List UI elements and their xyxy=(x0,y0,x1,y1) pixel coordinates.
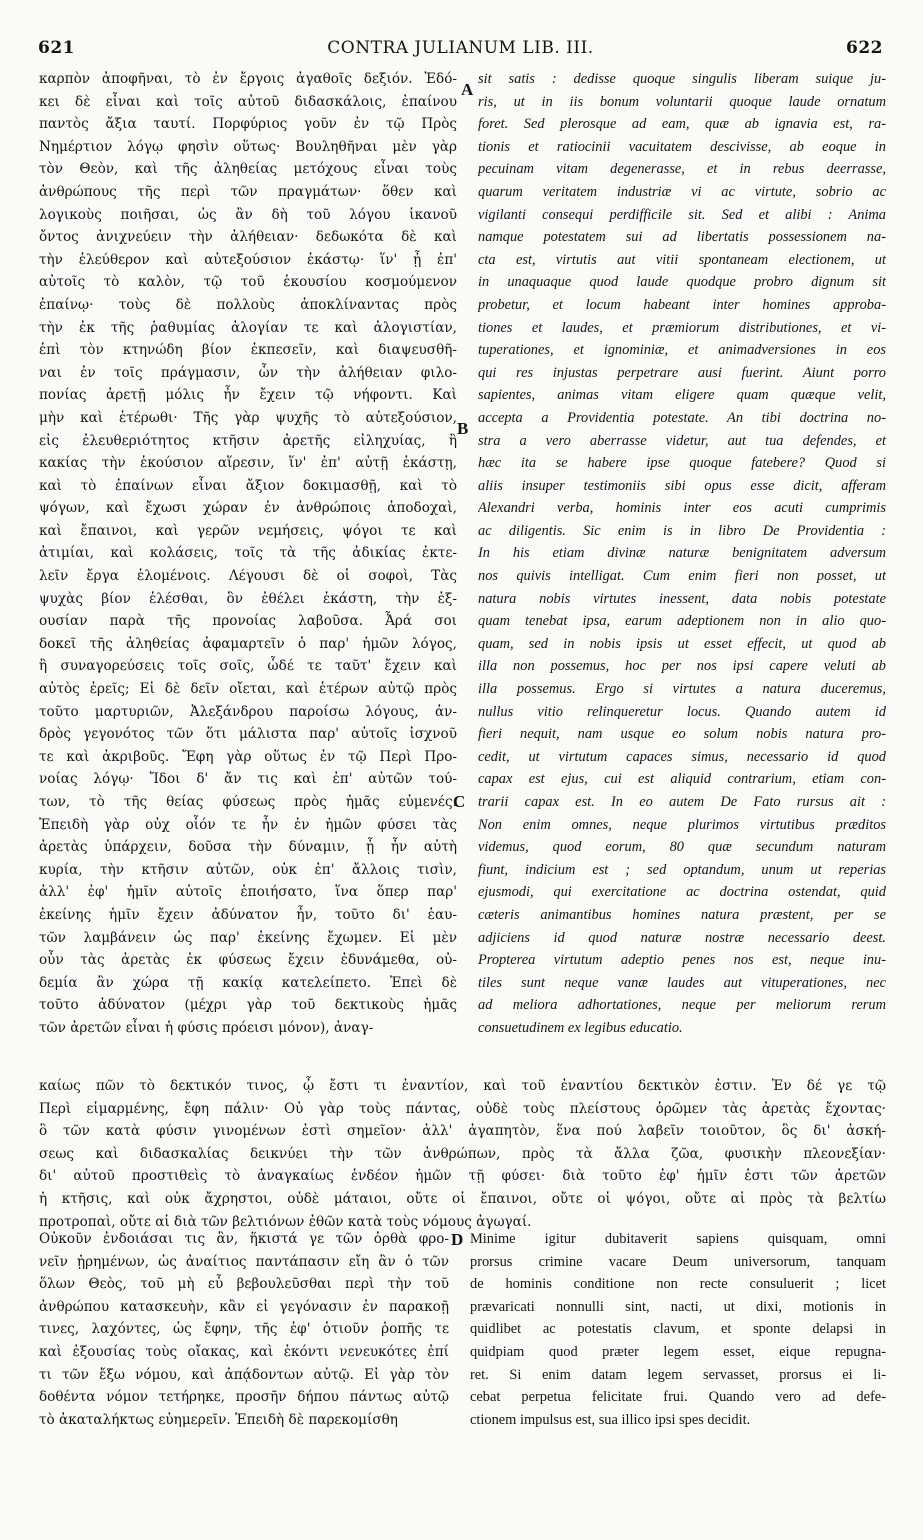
text-line: δοκεῖ τῆς ἀληθείας ἀφαμαρτεῖν ὁ παρ' ἡμῶν λόγος, xyxy=(39,635,457,652)
text-line: τὸ ἀκαταλήκτως εὐημερεῖν. Ἐπειδὴ δὲ παρεκομίσθη xyxy=(39,1411,398,1428)
text-line: fiunt, indicium est ; sed optandum, unum ut reperias xyxy=(478,861,886,878)
text-line: σεως καὶ διδασκαλίας δεικνύει τὴν τῶν ἀνθρώπων, πρὸς τὰ ἄλλα ζῶα, φυσικὴν πλεονεξίαν· xyxy=(39,1145,886,1162)
text-line: ἐπαίνῳ· τοὺς δὲ πολλοὺς ἀποκλίναντας πρὸς xyxy=(39,296,457,313)
text-line: ἐπὶ τὸν κτηνώδη βίον ἐκπεσεῖν, καὶ διαψευσθῆ- xyxy=(39,342,457,359)
text-line: ἐκείνης ἡμῖν ἔχειν ἀδύνατον ἦν, τοῦτο δι' ἑαυ- xyxy=(39,906,457,923)
text-line: ψυχὰς βίον ἑλέσθαι, ὃν ἐθέλει ἑκάστη, τὴν ἐξ- xyxy=(39,590,457,607)
text-line: αὐτοῖς τὸ καλὸν, τῷ τοῦ ἑκουσίου κοσμούμενον xyxy=(39,274,457,291)
text-line: cedit, ut virtutum capaces simus, necessario id quod xyxy=(478,748,886,765)
text-line: παντὸς ἄξια ταυτί. Πορφύριος γοῦν ἐν τῷ Πρὸς xyxy=(39,116,457,133)
text-line: κυρία, τὴν κτῆσιν αὐτῶν, οὐκ ἐπ' ἄλλοις τισὶν, xyxy=(39,861,457,878)
text-line: καὶ ἔπαινοι, καὶ γερῶν νεμήσεις, ψόγοι τε καὶ xyxy=(39,522,457,539)
text-line: τοῦτο ἀδύνατον (μέχρι γὰρ τοῦ δεκτικοὺς ἡμᾶς xyxy=(39,997,457,1014)
text-line: των, τὸ τῆς θείας φύσεως πρὸς ἡμᾶς εὐμενές. xyxy=(39,794,457,810)
text-line: probetur, et locum habeant inter homines approba- xyxy=(478,296,886,313)
text-line: δοθέντα νόμον τετήρηκε, προσῆν δήπου πάντως αὐτῷ xyxy=(39,1389,449,1406)
text-line: tiones et laudes, et præmiorum distributiones, et vi- xyxy=(478,319,886,336)
text-line: ejusmodi, qui exercitatione ac doctrina ostendat, quid xyxy=(478,884,886,901)
text-line: in unaquaque quod laude quodque probro dignum sit xyxy=(478,274,886,291)
text-line: Οὐκοῦν ἐνδοιάσαι τις ἂν, ἥκιστά γε τῶν ὀρθὰ φρο- xyxy=(39,1231,449,1247)
text-line: capax est ejus, cui est aliquid contrarium, etiam con- xyxy=(478,771,886,788)
text-line: λογικοὺς ποιῆσαι, ὡς ἂν δὴ τοῦ λόγου ἱκανοῦ xyxy=(39,206,457,223)
latin-text-column-upper xyxy=(478,68,886,1040)
text-line: λεῖν ἔργα ἑλομένοις. Λέγουσι δὲ οἱ σοφοὶ, Τὰς xyxy=(39,568,457,585)
text-line: sapientes, animas vitam eligere quam quæque velit, xyxy=(478,387,886,404)
text-line: nullus vitio relinqueretur locus. Quando autem id xyxy=(478,703,886,720)
text-line: ἀτιμίαι, καὶ κολάσεις, τοῖς τὰ τῆς ἀδικίας ἐκτε- xyxy=(39,545,457,562)
text-line: quam, sed in nobis ipsis ut esset effecit, ut quod ab xyxy=(478,635,886,652)
text-line: ὄντος ἀνιχνεύειν τὴν ἀλήθειαν· δεδωκότα δὲ καὶ xyxy=(39,229,457,246)
text-line: Νημέρτιον λόγῳ φησὶν οὕτως· Βουληθῆναι μὲν γὰρ xyxy=(39,138,457,155)
text-line: In his etiam divinæ naturæ benignitatem adversum xyxy=(478,545,886,562)
page-number-left: 621 xyxy=(38,38,75,58)
text-line: adjiciens id quod naturæ nostræ necessario deest. xyxy=(478,929,886,946)
text-line: illa non possemus, hoc per nos ipsi capere veluti ab xyxy=(478,658,886,675)
text-line: τε καὶ ἀκριβοῦς. Ἔφη γὰρ οὕτως ἐν τῷ Περὶ Προ- xyxy=(39,748,457,765)
text-line: τὴν ἐκ τῆς ῥαθυμίας ἀλογίαν τε καὶ ἀλογιστίαν, xyxy=(39,319,457,336)
page-number-right: 622 xyxy=(846,38,883,58)
text-line: aliis insuper testimoniis sibi opus esse dicit, afferam xyxy=(478,477,886,494)
section-marker-b: B xyxy=(457,419,469,438)
text-line: Ἐπειδὴ γὰρ οὐχ οἷόν τε ἦν ἐν ἡμῶν φύσει τὰς xyxy=(39,816,457,833)
text-line: accepta a Providentia potestate. An tibi doctrina no- xyxy=(478,409,886,426)
latin-text-column-lower xyxy=(470,1228,886,1431)
text-line: κακίας τὴν ἑκούσιον αἵρεσιν, ἵν' ἐπ' αὐτῇ ἑκάστῃ, xyxy=(39,455,457,472)
text-line: καρπὸν ἀποφῆναι, τὸ ἐν ἔργοις ἀγαθοῖς δεξιόν. Ἐδό- xyxy=(39,71,457,87)
text-line: ris, ut in iis bonum voluntarii quoque laude ornatum xyxy=(478,93,886,110)
text-line: Alexandri verba, hominis inter eos acuti cumprimis xyxy=(478,500,886,517)
text-line: foret. Sed plerosque ad eam, quæ ab ignavia est, ra- xyxy=(478,116,886,133)
text-line: αὐτὸς ἐρεῖς; Εἰ δὲ δεῖν οἴεται, καὶ ἑτέρων αὐτῷ πρὸς xyxy=(39,681,457,698)
text-line: τῶν ἀρετῶν εἶναι ἡ φύσις πρόεισι μόνον), ἀναγ- xyxy=(39,1019,374,1036)
text-line: tionis et ratiocinii vacuitatem descivisse, ab eoque in xyxy=(478,138,886,155)
text-line: Περὶ εἱμαρμένης, ἔφη πάλιν· Οὐ γὰρ τοὺς πάντας, οὐδὲ τοὺς πλείστους ὁρῶμεν τὰς ἀρετὰς ἔχοντας· xyxy=(39,1100,886,1117)
text-line: ac diligentis. Sic enim is in libro De Providentia : xyxy=(478,522,886,539)
text-line: δι' αὐτοῦ προστιθεὶς τὸ ἀναγκαίως ἐνδέον ἡμῶν τῇ φύσει· διὰ τοῦτο ἐφ' ἡμῖν ἐστι τῶν ἀρετῶν xyxy=(39,1168,886,1185)
text-line: τὴν ἐλεύθερον καὶ αὐτεξούσιον ἑκάστῳ· ἵν' ᾖ ἐπ' xyxy=(39,251,457,268)
text-line: vigilanti consequi perdifficile sit. Sed et alibi : Anima xyxy=(478,206,886,223)
text-line: namque potestatem sui ad libertatis possessionem na- xyxy=(478,229,886,246)
text-line: quidlibet ac potestatis clavum, et sponte delapsi in xyxy=(470,1321,886,1338)
greek-text-column-lower xyxy=(39,1228,449,1431)
text-line: ἀλλ' ἐφ' ἡμῖν αὐτοῖς ἐποιήσατο, ἵνα ὅπερ παρ' xyxy=(39,884,457,901)
text-line: ὃ τῶν κατὰ φύσιν γινομένων ἐστὶ σημεῖον· ἀλλ' ἀγαπητὸν, ἕνα πού λαβεῖν τοιοῦτον, ὃς δι' ἀσκή- xyxy=(39,1123,886,1140)
text-line: ὅλων Θεὸς, τοῦ μὴ εὖ βεβουλεῦσθαι περὶ τὴν τοῦ xyxy=(39,1276,449,1293)
text-line: ἀνθρώπου κατασκευὴν, κἂν εἰ γεγόνασιν ἐν παρακοῇ xyxy=(39,1298,449,1315)
text-line: nos quivis intelligat. Cum enim fieri non posset, ut xyxy=(478,568,886,585)
text-line: ναι ἐν τοῖς πράγμασιν, ὧν τὴν ἀλήθειαν φιλο- xyxy=(39,364,457,381)
text-line: de hominis conditione non recte consuluerit ; licet xyxy=(470,1276,886,1293)
text-line: τι τῶν ἔξω νόμου, καὶ ἀπᾴδοντων αὐτῷ. Εἰ γὰρ τὸν xyxy=(39,1366,449,1383)
text-line: cæteris animantibus homines natura præstent, per se xyxy=(478,906,886,923)
text-line: trarii capax est. In eo autem De Fato rursus ait : xyxy=(478,794,886,810)
text-line: ουσίαν παρὰ τῆς προνοίας λαβοῦσα. Ἆρά σοι xyxy=(39,613,457,630)
text-line: εἰς ἐλευθεριότητος κτῆσιν ἀρετῆς εἰληχυίας, ἢ xyxy=(39,432,457,449)
text-line: quarum veritatem industriæ vi ac virtute, sobrio ac xyxy=(478,183,886,200)
text-line: ret. Si enim datam legem servasset, prorsus ei li- xyxy=(470,1366,886,1383)
text-line: prorsus crimine vacare Deum universorum, tanquam xyxy=(470,1253,886,1270)
text-line: δρὸς γεγονότος τῶν ὅτι μάλιστα παρ' αὐτοῖς ἰσχνοῦ xyxy=(39,726,457,743)
text-line: hæc ita se habere ipse quoque fatebere? Quod si xyxy=(478,455,886,472)
text-line: quam tenebat ipsa, earum adeptionem non in alio quo- xyxy=(478,613,886,630)
text-line: πονίας ἀρετῇ μόλις ἦν ἔχειν τῷ νήφοντι. Καὶ xyxy=(39,387,457,404)
text-line: cebat perpetua felicitate frui. Quando vero ad defe- xyxy=(470,1389,886,1406)
text-line: fieri nequit, nam usque eo solum nobis natura pro- xyxy=(478,726,886,743)
text-line: ἀνθρώπους τῆς περὶ τῶν πραγμάτων· ὅθεν καὶ xyxy=(39,183,457,200)
text-line: pecuinam vitam degenerasse, et in rebus deerrasse, xyxy=(478,161,886,178)
greek-text-column-upper xyxy=(39,68,457,1040)
text-line: Propterea virtutum adeptio penes nos est, neque inu- xyxy=(478,952,886,969)
section-marker-c: C xyxy=(453,792,466,811)
section-marker-d: D xyxy=(451,1230,464,1249)
text-line: ἀρετὰς ὑπάρχειν, δοῦσα τὴν δύναμιν, ᾗ ἦν αὐτὴ xyxy=(39,839,457,856)
text-line: τινες, λαχόντες, ὡς ἔφην, τῆς ἐφ' ὁτιοῦν ῥοπῆς τε xyxy=(39,1321,449,1338)
running-header xyxy=(38,38,883,62)
text-line: ad meliora adhortationes, neque per meliorum rerum xyxy=(478,997,886,1014)
text-line: cta est, virtutis aut vitii spontaneam electionem, ut xyxy=(478,251,886,268)
text-line: quidpiam quod præter legem esset, eique repugna- xyxy=(470,1343,886,1360)
text-line: videmus, quod eorum, 80 quæ secundum naturam xyxy=(478,839,886,856)
text-line: δεμία ἂν χώρα τῇ κακίᾳ κατελείπετο. Ἐπεὶ δὲ xyxy=(39,974,457,991)
text-line: ἢ συναγορεύσεις τοῖς σοῖς, ὧδέ τε ταῦτ' ἔχειν καὶ xyxy=(39,658,457,675)
greek-text-full-width xyxy=(39,1075,886,1233)
text-line: ἡ κτῆσις, καὶ οὐκ ἄχρηστοι, οὐδὲ μάταιοι, οὔτε οἱ ἔπαινοι, οὔτε οἱ ψόγοι, οὔτε αἱ πρὸς τὰ βελτίω xyxy=(39,1190,886,1207)
section-marker-a: A xyxy=(461,80,474,99)
text-line: ψόγων, καὶ ἔχωσι χώραν ἐν ἀνθρώποις ἀποδοχαὶ, xyxy=(39,500,457,517)
text-line: qui res injustas perpetrare ausi fuerint. Aiunt porro xyxy=(478,364,886,381)
text-line: consuetudinem ex legibus educatio. xyxy=(478,1019,683,1036)
text-line: καὶ ἐξουσίας τοὺς οἴακας, καὶ ἑκόντι νενευκότες ἐπί xyxy=(39,1343,449,1360)
text-line: Minime igitur dubitaverit sapiens quisquam, omni xyxy=(470,1231,886,1247)
text-line: τὸν Θεὸν, καὶ τῆς ἀληθείας μετόχους εἶναι τοὺς xyxy=(39,161,457,178)
text-line: τοῦτο μαρτυριῶν, Ἀλεξάνδρου παροίσω λόγους, ἀν- xyxy=(39,703,457,720)
text-line: μὴν καὶ ἑτέρωθι· Τῆς γὰρ ψυχῆς τὸ αὐτεξούσιον, xyxy=(39,409,457,426)
text-line: οὖν τὰς ἀρετὰς ἐκ φύσεως ἔχειν ἐδυνάμεθα, οὐ- xyxy=(39,952,457,969)
text-line: illa possemus. Ergo si virtutes a natura duceremus, xyxy=(478,681,886,698)
text-line: καὶ τὸ ἐπαίνων εἶναι ἄξιον δοκιμασθῇ, καὶ τὸ xyxy=(39,477,457,494)
running-title: CONTRA JULIANUM LIB. III. xyxy=(327,38,594,58)
text-line: προτροπαὶ, οὔτε αἱ διὰ τῶν βελτιόνων ἐθῶν κατὰ τοὺς νόμους ἀγωγαί. xyxy=(39,1213,532,1230)
text-line: prævaricati nonnulli sint, nacti, ut dixi, motionis in xyxy=(470,1298,886,1315)
text-line: κει δὲ εἶναι καὶ τοῖς αὐτοῦ διδασκάλοις, ἐπαίνου xyxy=(39,93,457,110)
text-line: tiles sunt neque vanæ laudes aut vituperationes, nec xyxy=(478,974,886,991)
text-line: sit satis : dedisse quoque singulis liberam suique ju- xyxy=(478,71,886,87)
text-line: νοίας λόγῳ· Ἴδοι δ' ἄν τις καὶ ἐπ' αὐτῶν τού- xyxy=(39,771,457,788)
text-line: tuperationes, et ignominiæ, et animadversiones in eos xyxy=(478,342,886,359)
text-line: καίως πῶν τὸ δεκτικόν τινος, ᾧ ἔστι τι ἐναντίον, καὶ τοῦ ἐναντίου δεκτικὸν ἐστιν. Ἐν δέ γε τῷ xyxy=(39,1078,886,1094)
text-line: τῶν λαμβάνειν ὡς παρ' ἐκείνης ἔχωμεν. Εἰ μὲν xyxy=(39,929,457,946)
text-line: Non enim omnes, neque plurimos virtutibus præditos xyxy=(478,816,886,833)
text-line: ctionem impulsus est, sua illico ipsi spes decidit. xyxy=(470,1411,751,1428)
text-line: stra a vero aberrasse videtur, aut tua defendes, et xyxy=(478,432,886,449)
text-line: natura nobis virtutes inessent, data nobis potestate xyxy=(478,590,886,607)
text-line: νεῖν ᾑρημένων, ὡς ἀναίτιος παντάπασιν εἴη ἂν ὁ τῶν xyxy=(39,1253,449,1270)
